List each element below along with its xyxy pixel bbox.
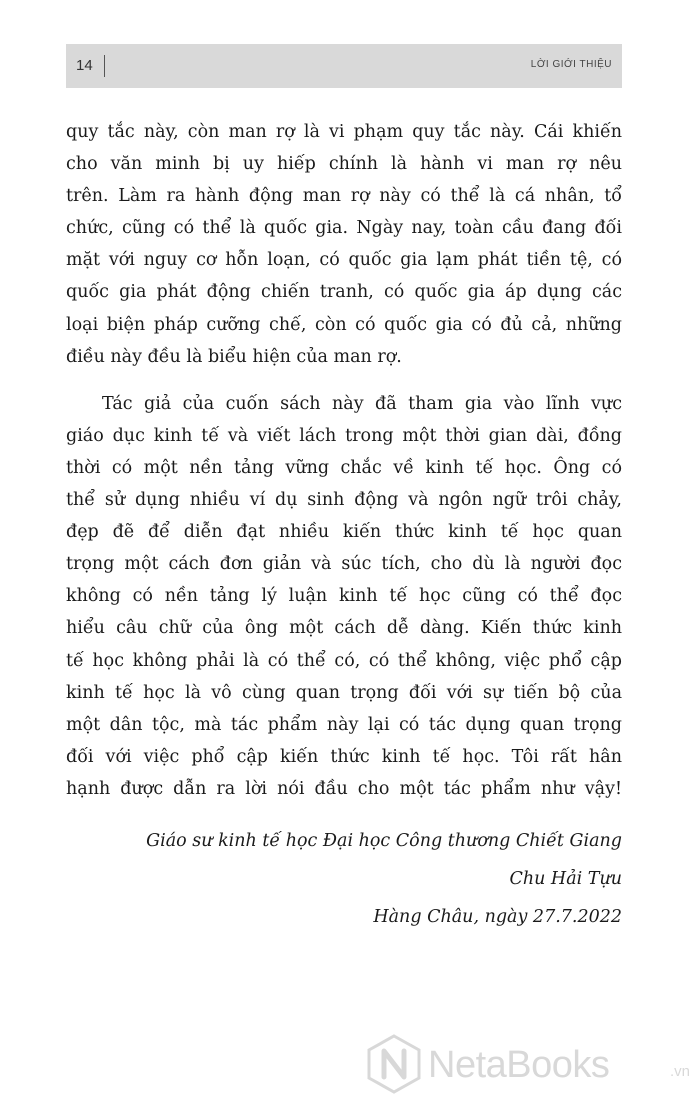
text-line: quốc gia phát động chiến tranh, có quốc gia áp dụng các <box>66 282 622 303</box>
text-line: thể sử dụng nhiều ví dụ sinh động và ngôn ngữ trôi chảy, <box>66 490 622 511</box>
text-line: Tác giả của cuốn sách này đã tham gia vào lĩnh vực <box>102 393 622 414</box>
text-line: thời có một nền tảng vững chắc về kinh tế học. Ông có <box>66 457 622 478</box>
text-line: đối với việc phổ cập kiến thức kinh tế học. Tôi rất hân <box>66 746 622 767</box>
text-line: loại biện pháp cưỡng chế, còn có quốc gia có đủ cả, những <box>66 314 622 335</box>
text-line: trọng một cách đơn giản và súc tích, cho dù là người đọc <box>66 554 622 575</box>
watermark-brand: NetaBooks <box>428 1044 610 1086</box>
body-text <box>66 116 622 805</box>
page-header <box>66 44 622 88</box>
page-number: 14 <box>76 57 93 74</box>
author-name: Chu Hải Tựu <box>509 869 622 889</box>
paragraph-1 <box>66 116 622 373</box>
text-line: cho văn minh bị uy hiếp chính là hành vi man rợ nêu <box>66 154 622 175</box>
watermark-suffix: .vn <box>670 1063 691 1080</box>
text-line: mặt với nguy cơ hỗn loạn, có quốc gia lạm phát tiền tệ, có <box>66 250 622 271</box>
text-line: đẹp đẽ để diễn đạt nhiều kiến thức kinh tế học quan <box>66 522 622 543</box>
watermark <box>366 1032 696 1096</box>
netabooks-logo-icon <box>366 1034 422 1094</box>
text-line: một dân tộc, mà tác phẩm này lại có tác dụng quan trọng <box>66 714 622 735</box>
text-line: trên. Làm ra hành động man rợ này có thể là cá nhân, tổ <box>66 186 622 207</box>
running-head: LỜI GIỚI THIỆU <box>530 59 612 70</box>
text-line: điều này đều là biểu hiện của man rợ. <box>66 346 402 367</box>
paragraph-2 <box>66 388 622 805</box>
author-affiliation: Giáo sư kinh tế học Đại học Công thương Chiết Giang <box>146 831 622 851</box>
text-line: hiểu câu chữ của ông một cách dễ dàng. Kiến thức kinh <box>66 618 622 639</box>
text-line: giáo dục kinh tế và viết lách trong một thời gian dài, đồng <box>66 425 622 446</box>
signature-block <box>146 822 622 936</box>
paragraph-gap <box>66 373 622 388</box>
place-date: Hàng Châu, ngày 27.7.2022 <box>373 907 622 927</box>
text-line: hạnh được dẫn ra lời nói đầu cho một tác phẩm như vậy! <box>66 778 622 799</box>
text-line: không có nền tảng lý luận kinh tế học cũng có thể đọc <box>66 586 622 607</box>
text-line: quy tắc này, còn man rợ là vi phạm quy tắc này. Cái khiến <box>66 122 622 142</box>
text-line: chức, cũng có thể là quốc gia. Ngày nay, toàn cầu đang đối <box>66 218 622 239</box>
text-line: tế học không phải là có thể có, có thể không, việc phổ cập <box>66 650 622 671</box>
header-divider <box>104 55 105 77</box>
text-line: kinh tế học là vô cùng quan trọng đối với sự tiến bộ của <box>66 682 622 703</box>
